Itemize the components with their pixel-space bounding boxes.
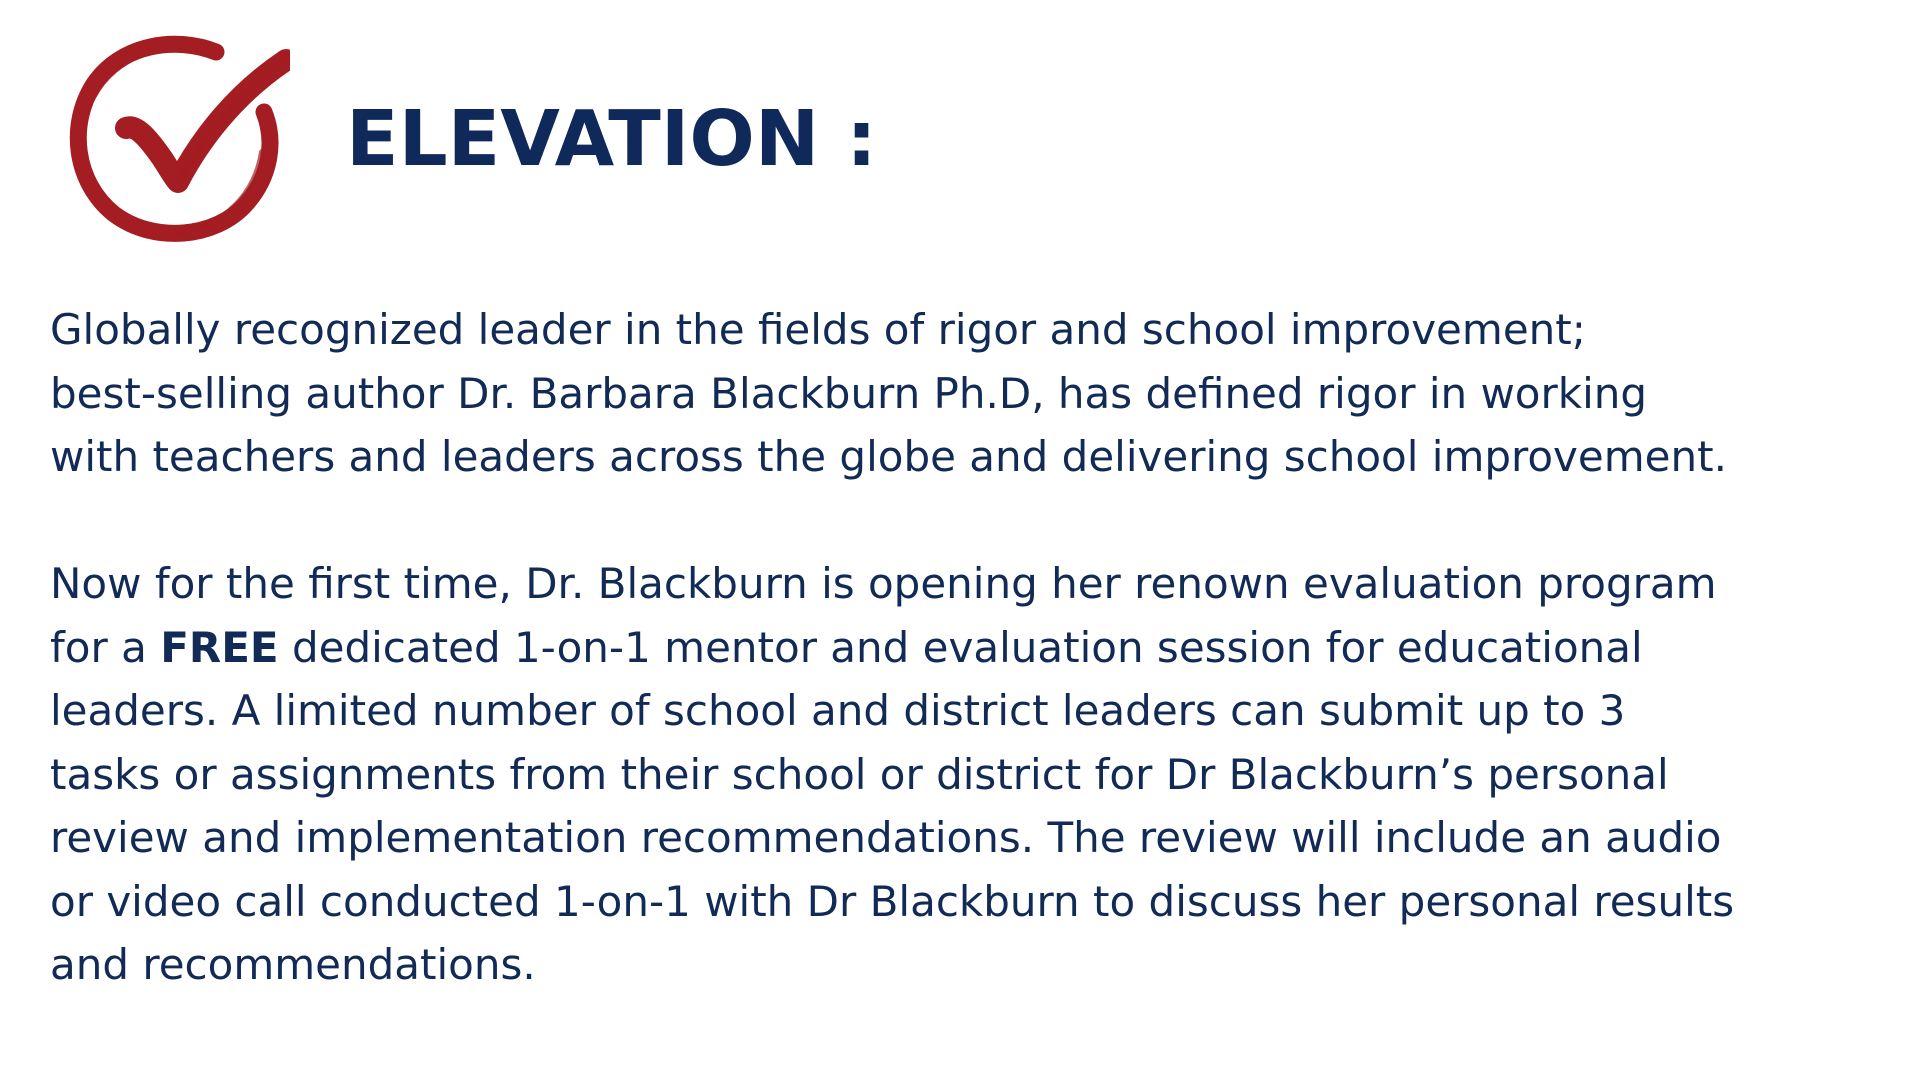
text-line: and recommendations.	[50, 940, 536, 989]
body-text	[50, 298, 1890, 997]
checkmark-circle-icon	[66, 32, 290, 244]
text-line	[50, 616, 1890, 680]
text-fragment: dedicated 1-on-1 mentor and evaluation session for educational	[278, 622, 1643, 672]
page-title: ELEVATION :	[346, 95, 877, 184]
text-line: or video call conducted 1-on-1 with Dr Blackburn to discuss her personal results	[50, 876, 1735, 926]
free-highlight: FREE	[160, 622, 279, 672]
text-line: tasks or assignments from their school or district for Dr Blackburn’s personal	[50, 749, 1669, 799]
text-line: Now for the first time, Dr. Blackburn is opening her renown evaluation program	[50, 559, 1717, 608]
text-line: review and implementation recommendations. The review will include an audio	[50, 813, 1722, 862]
text-line: best-selling author Dr. Barbara Blackburn Ph.D, has defined rigor in working	[50, 368, 1648, 418]
text-line: with teachers and leaders across the globe and delivering school improvement.	[50, 432, 1727, 481]
text-fragment: for a	[50, 622, 161, 672]
text-line: leaders. A limited number of school and district leaders can submit up to 3	[50, 686, 1626, 735]
text-line: Globally recognized leader in the fields of rigor and school improvement;	[50, 305, 1586, 354]
offer-paragraph	[50, 552, 1890, 997]
intro-paragraph	[50, 298, 1890, 489]
